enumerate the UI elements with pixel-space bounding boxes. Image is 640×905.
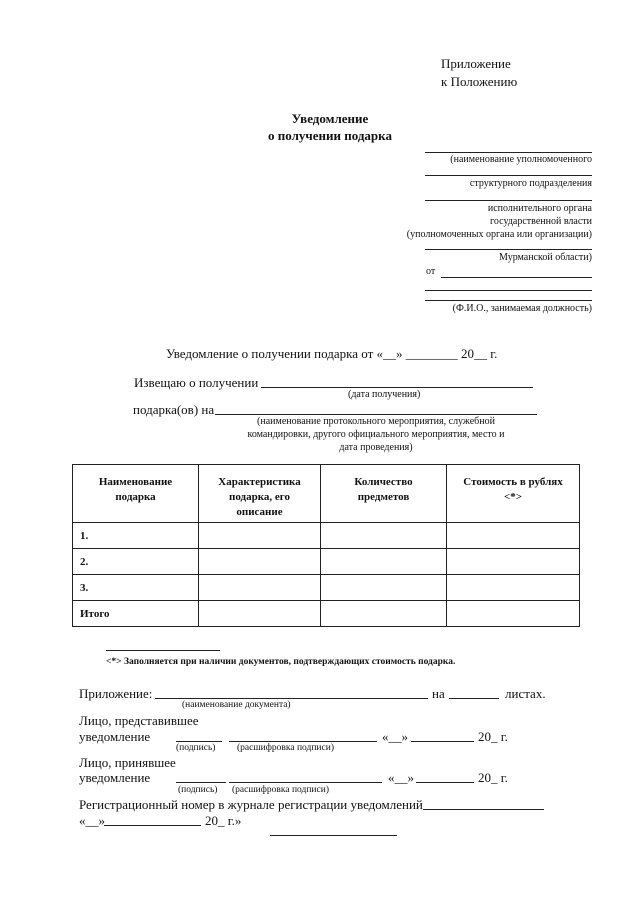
table-cell: [321, 601, 447, 627]
table-cell: [447, 523, 580, 549]
receiver-date: «__»: [388, 770, 414, 785]
table-cell: [447, 601, 580, 627]
addressee-line-3: исполнительного органа: [487, 203, 592, 214]
title-line-1: Уведомление: [291, 111, 369, 126]
submitter-label-1: Лицо, представившее: [79, 713, 199, 728]
table-row: [73, 575, 580, 601]
addressee-line-1: (наименование уполномоченного: [450, 154, 592, 165]
col-header-name: Наименование подарка: [73, 465, 199, 523]
receiver-label-2: уведомление: [79, 770, 151, 785]
receiver-year: 20_ г.: [478, 770, 508, 785]
col-header-description: Характеристика подарка, его описание: [199, 465, 321, 523]
date-received-hint: (дата получения): [348, 389, 421, 400]
submitter-sign-hint: (подпись): [176, 743, 216, 753]
table-cell: [321, 575, 447, 601]
title-line-2: о получении подарка: [268, 128, 392, 143]
event-hint-1: (наименование протокольного мероприятия, служебной: [257, 416, 495, 427]
from-label: от: [426, 266, 436, 277]
table-cell: [199, 549, 321, 575]
gifts-table: [72, 464, 580, 627]
table-header-row: [73, 465, 580, 523]
notice-heading: Уведомление о получении подарка от «__» ________ 20__ г.: [166, 346, 498, 361]
receiver-decode-hint: (расшифровка подписи): [232, 785, 329, 795]
receiver-sign-hint: (подпись): [178, 785, 218, 795]
total-label: Итого: [73, 601, 199, 627]
registration-date: «__»: [79, 813, 105, 828]
footnote: <*> Заполняется при наличии документов, подтверждающих стоимость подарка.: [106, 657, 456, 667]
addressee-line-2: структурного подразделения: [469, 178, 592, 189]
inform-label: Извещаю о получении: [134, 375, 259, 390]
addressee-line-6: Мурманской области): [499, 252, 592, 263]
event-hint-3: дата проведения): [339, 442, 413, 453]
gifts-label: подарка(ов) на: [133, 402, 215, 417]
row-number: 1.: [73, 523, 199, 549]
document-name-hint: (наименование документа): [182, 700, 291, 710]
submitter-date: «__»: [382, 729, 408, 744]
fio-hint: (Ф.И.О., занимаемая должность): [452, 303, 592, 314]
table-row: [73, 523, 580, 549]
table-cell: [199, 523, 321, 549]
receiver-label-1: Лицо, принявшее: [79, 755, 176, 770]
attachment-label: Приложение:: [79, 686, 153, 701]
row-number: 3.: [73, 575, 199, 601]
appendix-reference: к Положению: [441, 74, 518, 89]
addressee-line-4: государственной власти: [490, 216, 592, 227]
attachment-on: на: [432, 686, 445, 701]
table-cell: [199, 575, 321, 601]
appendix-label: Приложение: [441, 56, 511, 71]
registration-label: Регистрационный номер в журнале регистрации уведомлений: [79, 797, 423, 812]
table-cell: [447, 575, 580, 601]
submitter-label-2: уведомление: [79, 729, 151, 744]
table-cell: [321, 549, 447, 575]
table-cell: [321, 523, 447, 549]
registration-year: 20_ г.»: [205, 813, 242, 828]
table-row: [73, 549, 580, 575]
submitter-decode-hint: (расшифровка подписи): [237, 743, 334, 753]
attachment-sheets: листах.: [505, 686, 546, 701]
row-number: 2.: [73, 549, 199, 575]
event-hint-2: командировки, другого официального мероприятия, место и: [247, 429, 505, 440]
col-header-cost: Стоимость в рублях <*>: [447, 465, 580, 523]
table-cell: [447, 549, 580, 575]
table-cell: [199, 601, 321, 627]
col-header-quantity: Количество предметов: [321, 465, 447, 523]
table-row-total: [73, 601, 580, 627]
submitter-year: 20_ г.: [478, 729, 508, 744]
addressee-line-5: (уполномоченных органа или организации): [406, 229, 592, 240]
